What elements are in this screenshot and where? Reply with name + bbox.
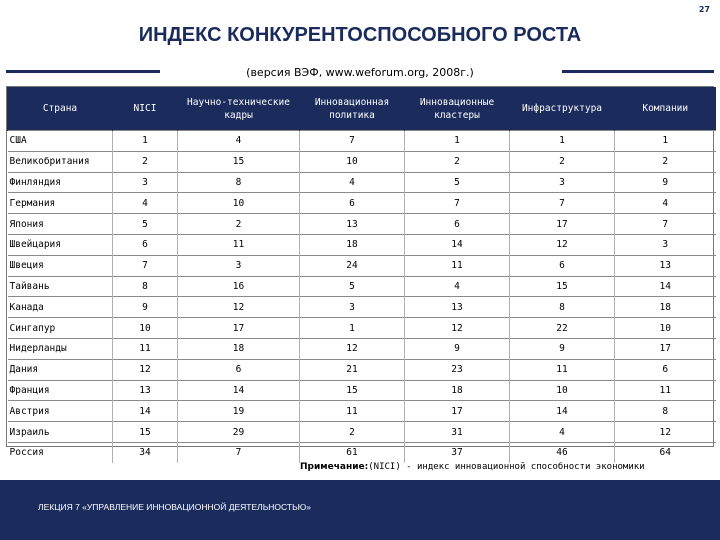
- cell-rank: 2: [510, 151, 615, 172]
- subtitle: (версия ВЭФ, www.weforum.org, 2008г.): [246, 66, 474, 79]
- table-row: [8, 422, 716, 443]
- cell-rank: 3: [300, 297, 405, 318]
- cell-rank: 12: [405, 318, 510, 339]
- cell-rank: 8: [113, 276, 178, 297]
- cell-rank: 22: [510, 318, 615, 339]
- cell-rank: 9: [615, 172, 716, 193]
- table-note: [300, 462, 645, 472]
- cell-rank: 6: [113, 234, 178, 255]
- cell-rank: 2: [405, 151, 510, 172]
- cell-rank: 1: [300, 318, 405, 339]
- cell-rank: 29: [178, 422, 300, 443]
- cell-rank: 18: [300, 234, 405, 255]
- cell-rank: 3: [178, 255, 300, 276]
- table-row: [8, 276, 716, 297]
- table-row: [8, 151, 716, 172]
- cell-rank: 15: [113, 422, 178, 443]
- cell-country: Тайвань: [8, 276, 113, 297]
- cell-rank: 24: [300, 255, 405, 276]
- cell-rank: 2: [178, 214, 300, 235]
- cell-rank: 1: [113, 131, 178, 152]
- cell-rank: 2: [300, 422, 405, 443]
- cell-rank: 7: [178, 442, 300, 462]
- footer-lecture-title: ЛЕКЦИЯ 7 «УПРАВЛЕНИЕ ИННОВАЦИОННОЙ ДЕЯТЕЛЬНОСТЬЮ»: [38, 502, 311, 512]
- cell-rank: 14: [405, 234, 510, 255]
- cell-rank: 7: [300, 131, 405, 152]
- cell-rank: 4: [510, 422, 615, 443]
- cell-rank: 10: [178, 193, 300, 214]
- cell-rank: 10: [113, 318, 178, 339]
- cell-country: Финляндия: [8, 172, 113, 193]
- cell-rank: 13: [113, 380, 178, 401]
- table-header-row: [8, 87, 716, 131]
- cell-rank: 1: [615, 131, 716, 152]
- cell-rank: 1: [510, 131, 615, 152]
- cell-rank: 6: [405, 214, 510, 235]
- cell-rank: 15: [300, 380, 405, 401]
- page-number: 27: [698, 5, 710, 14]
- cell-rank: 9: [510, 338, 615, 359]
- cell-rank: 17: [178, 318, 300, 339]
- table-row: [8, 297, 716, 318]
- cell-country: Россия: [8, 442, 113, 462]
- cell-rank: 3: [615, 234, 716, 255]
- cell-rank: 11: [113, 338, 178, 359]
- cell-country: Япония: [8, 214, 113, 235]
- table-row: [8, 193, 716, 214]
- cell-country: Дания: [8, 359, 113, 380]
- cell-rank: 18: [405, 380, 510, 401]
- cell-country: Швеция: [8, 255, 113, 276]
- cell-rank: 17: [510, 214, 615, 235]
- cell-rank: 37: [405, 442, 510, 462]
- header-sci-tech-staff: Научно-технические кадры: [178, 87, 300, 131]
- cell-rank: 11: [405, 255, 510, 276]
- cell-rank: 11: [300, 401, 405, 422]
- cell-rank: 18: [615, 297, 716, 318]
- cell-rank: 23: [405, 359, 510, 380]
- cell-country: Израиль: [8, 422, 113, 443]
- cell-rank: 7: [113, 255, 178, 276]
- cell-rank: 15: [178, 151, 300, 172]
- cell-rank: 12: [615, 422, 716, 443]
- note-label: Примечание:: [300, 462, 369, 472]
- table-row: [8, 442, 716, 462]
- cell-rank: 13: [615, 255, 716, 276]
- cell-rank: 11: [510, 359, 615, 380]
- cell-rank: 8: [510, 297, 615, 318]
- table-row: [8, 214, 716, 235]
- cell-rank: 64: [615, 442, 716, 462]
- cell-rank: 34: [113, 442, 178, 462]
- cell-rank: 12: [113, 359, 178, 380]
- table-row: [8, 131, 716, 152]
- cell-rank: 17: [615, 338, 716, 359]
- ranking-table-container: [6, 86, 714, 459]
- cell-rank: 19: [178, 401, 300, 422]
- cell-country: Канада: [8, 297, 113, 318]
- cell-rank: 31: [405, 422, 510, 443]
- header-country: Страна: [8, 87, 113, 131]
- cell-rank: 12: [300, 338, 405, 359]
- cell-rank: 21: [300, 359, 405, 380]
- cell-rank: 61: [300, 442, 405, 462]
- cell-rank: 10: [300, 151, 405, 172]
- cell-rank: 10: [615, 318, 716, 339]
- cell-rank: 13: [405, 297, 510, 318]
- cell-rank: 46: [510, 442, 615, 462]
- table-row: [8, 401, 716, 422]
- cell-country: Сингапур: [8, 318, 113, 339]
- table-row: [8, 234, 716, 255]
- header-innovation-policy: Инновационная политика: [300, 87, 405, 131]
- cell-rank: 9: [113, 297, 178, 318]
- header-nici: NICI: [113, 87, 178, 131]
- cell-rank: 10: [510, 380, 615, 401]
- cell-rank: 8: [615, 401, 716, 422]
- cell-rank: 15: [510, 276, 615, 297]
- ranking-table: [7, 87, 716, 463]
- cell-rank: 12: [178, 297, 300, 318]
- cell-country: Швейцария: [8, 234, 113, 255]
- cell-rank: 4: [405, 276, 510, 297]
- cell-rank: 7: [615, 214, 716, 235]
- cell-rank: 18: [178, 338, 300, 359]
- cell-rank: 6: [510, 255, 615, 276]
- cell-rank: 14: [615, 276, 716, 297]
- header-companies: Компании: [615, 87, 716, 131]
- cell-rank: 16: [178, 276, 300, 297]
- table-row: [8, 380, 716, 401]
- cell-rank: 13: [300, 214, 405, 235]
- table-row: [8, 172, 716, 193]
- cell-rank: 14: [510, 401, 615, 422]
- cell-rank: 12: [510, 234, 615, 255]
- cell-rank: 3: [113, 172, 178, 193]
- cell-country: Франция: [8, 380, 113, 401]
- cell-country: США: [8, 131, 113, 152]
- cell-rank: 17: [405, 401, 510, 422]
- cell-rank: 4: [615, 193, 716, 214]
- cell-rank: 9: [405, 338, 510, 359]
- cell-rank: 4: [300, 172, 405, 193]
- cell-rank: 4: [113, 193, 178, 214]
- cell-rank: 14: [178, 380, 300, 401]
- cell-rank: 6: [300, 193, 405, 214]
- cell-country: Германия: [8, 193, 113, 214]
- cell-country: Австрия: [8, 401, 113, 422]
- cell-rank: 11: [615, 380, 716, 401]
- cell-rank: 5: [113, 214, 178, 235]
- cell-rank: 7: [405, 193, 510, 214]
- cell-rank: 1: [405, 131, 510, 152]
- cell-country: Нидерланды: [8, 338, 113, 359]
- note-text: (NICI) - индекс инновационной способности экономики: [368, 462, 645, 472]
- cell-rank: 14: [113, 401, 178, 422]
- table-body: [8, 131, 716, 463]
- header-infrastructure: Инфраструктура: [510, 87, 615, 131]
- cell-country: Великобритания: [8, 151, 113, 172]
- table-row: [8, 338, 716, 359]
- cell-rank: 3: [510, 172, 615, 193]
- page-title: ИНДЕКС КОНКУРЕНТОСПОСОБНОГО РОСТА: [138, 24, 582, 46]
- cell-rank: 5: [405, 172, 510, 193]
- cell-rank: 2: [113, 151, 178, 172]
- cell-rank: 11: [178, 234, 300, 255]
- cell-rank: 2: [615, 151, 716, 172]
- table-row: [8, 318, 716, 339]
- cell-rank: 6: [178, 359, 300, 380]
- cell-rank: 8: [178, 172, 300, 193]
- cell-rank: 7: [510, 193, 615, 214]
- header-innovation-clusters: Инновационные кластеры: [405, 87, 510, 131]
- table-row: [8, 359, 716, 380]
- cell-rank: 5: [300, 276, 405, 297]
- cell-rank: 6: [615, 359, 716, 380]
- cell-rank: 4: [178, 131, 300, 152]
- table-row: [8, 255, 716, 276]
